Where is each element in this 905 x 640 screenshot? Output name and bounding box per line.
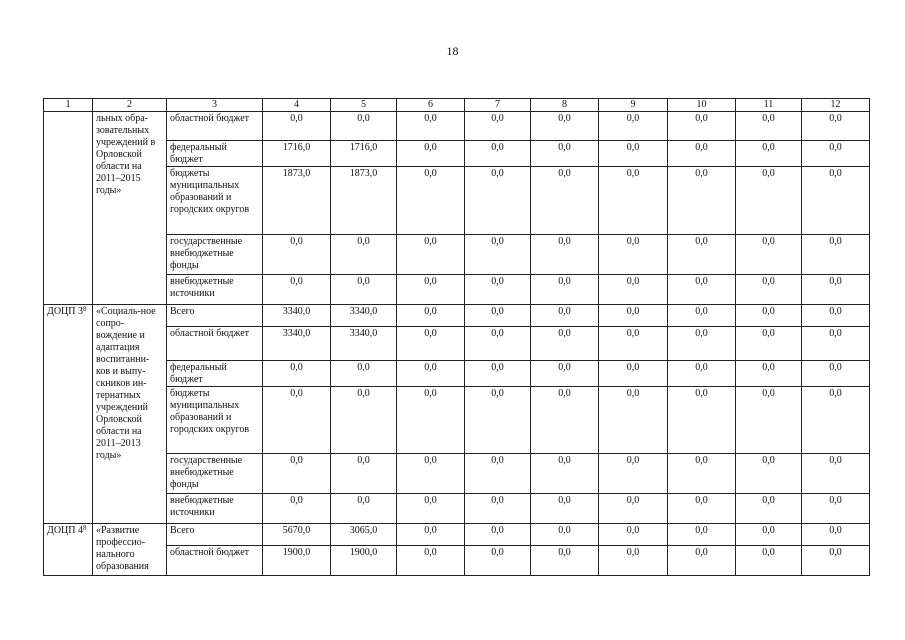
value-cell: 0,0 (802, 454, 870, 494)
program-code: ДОЦП 4 (47, 525, 83, 536)
value-cell: 0,0 (465, 167, 531, 235)
column-header-7: 7 (465, 99, 531, 112)
column-header-10: 10 (668, 99, 736, 112)
value-cell: 0,0 (397, 494, 465, 524)
value-cell: 0,0 (802, 305, 870, 327)
program-code-cell (44, 112, 93, 305)
value-cell: 0,0 (599, 141, 668, 167)
value-cell: 0,0 (531, 524, 599, 546)
value-cell: 3340,0 (331, 305, 397, 327)
value-cell: 0,0 (465, 494, 531, 524)
value-cell: 3340,0 (331, 327, 397, 361)
funding-source: федеральный бюджет (167, 141, 263, 167)
value-cell: 0,0 (263, 387, 331, 454)
value-cell: 0,0 (531, 546, 599, 576)
value-cell: 0,0 (465, 361, 531, 387)
value-cell: 1716,0 (263, 141, 331, 167)
value-cell: 0,0 (531, 167, 599, 235)
funding-source: областной бюджет (167, 112, 263, 141)
value-cell: 0,0 (736, 361, 802, 387)
value-cell: 3340,0 (263, 327, 331, 361)
column-header-5: 5 (331, 99, 397, 112)
value-cell: 0,0 (531, 235, 599, 275)
table-row (44, 454, 870, 494)
value-cell: 0,0 (736, 524, 802, 546)
value-cell: 0,0 (802, 235, 870, 275)
value-cell: 0,0 (397, 387, 465, 454)
value-cell: 0,0 (668, 361, 736, 387)
table-row (44, 387, 870, 454)
value-cell: 0,0 (599, 112, 668, 141)
value-cell: 0,0 (397, 112, 465, 141)
value-cell: 0,0 (263, 454, 331, 494)
value-cell: 0,0 (397, 235, 465, 275)
value-cell: 0,0 (668, 112, 736, 141)
program-code-cell (44, 524, 93, 576)
value-cell: 0,0 (331, 454, 397, 494)
value-cell: 0,0 (331, 494, 397, 524)
table-row (44, 167, 870, 235)
value-cell: 0,0 (599, 275, 668, 305)
value-cell: 0,0 (263, 361, 331, 387)
value-cell: 0,0 (668, 327, 736, 361)
value-cell: 0,0 (736, 494, 802, 524)
value-cell: 0,0 (736, 546, 802, 576)
funding-source: бюджеты муниципальных образований и городских округов (167, 387, 263, 454)
value-cell: 0,0 (531, 454, 599, 494)
value-cell: 0,0 (331, 235, 397, 275)
value-cell: 0,0 (531, 141, 599, 167)
value-cell: 0,0 (331, 361, 397, 387)
value-cell: 0,0 (465, 546, 531, 576)
value-cell: 0,0 (331, 275, 397, 305)
value-cell: 0,0 (397, 327, 465, 361)
value-cell: 0,0 (736, 275, 802, 305)
value-cell: 0,0 (531, 275, 599, 305)
table-row (44, 524, 870, 546)
program-name: льных обра-зовательных учреждений в Орловской области на 2011–2015 годы» (93, 112, 167, 305)
value-cell: 0,0 (599, 524, 668, 546)
column-header-1: 1 (44, 99, 93, 112)
value-cell: 0,0 (531, 327, 599, 361)
funding-source: Всего (167, 305, 263, 327)
value-cell: 0,0 (802, 361, 870, 387)
table-row (44, 361, 870, 387)
value-cell: 0,0 (465, 275, 531, 305)
value-cell: 0,0 (263, 235, 331, 275)
table-header-row (44, 99, 870, 112)
value-cell: 0,0 (465, 524, 531, 546)
budget-table (43, 98, 870, 576)
value-cell: 0,0 (465, 387, 531, 454)
value-cell: 0,0 (397, 361, 465, 387)
value-cell: 0,0 (668, 141, 736, 167)
value-cell: 0,0 (668, 275, 736, 305)
table-row (44, 305, 870, 327)
funding-source: государственные внебюджетные фонды (167, 235, 263, 275)
value-cell: 0,0 (465, 327, 531, 361)
value-cell: 0,0 (465, 141, 531, 167)
column-header-9: 9 (599, 99, 668, 112)
value-cell: 0,0 (397, 546, 465, 576)
value-cell: 0,0 (465, 454, 531, 494)
column-header-3: 3 (167, 99, 263, 112)
value-cell: 0,0 (736, 235, 802, 275)
program-code-cell (44, 305, 93, 524)
table-row (44, 327, 870, 361)
value-cell: 0,0 (668, 387, 736, 454)
column-header-4: 4 (263, 99, 331, 112)
funding-source: государственные внебюджетные фонды (167, 454, 263, 494)
value-cell: 0,0 (599, 361, 668, 387)
value-cell: 0,0 (802, 546, 870, 576)
funding-source: федеральный бюджет (167, 361, 263, 387)
value-cell: 0,0 (263, 494, 331, 524)
funding-source: бюджеты муниципальных образований и городских округов (167, 167, 263, 235)
value-cell: 0,0 (599, 494, 668, 524)
value-cell: 0,0 (531, 305, 599, 327)
program-name: «Развитие профессио-нального образования (93, 524, 167, 576)
value-cell: 0,0 (802, 112, 870, 141)
value-cell: 0,0 (397, 275, 465, 305)
value-cell: 0,0 (599, 454, 668, 494)
value-cell: 0,0 (668, 235, 736, 275)
value-cell: 0,0 (465, 112, 531, 141)
value-cell: 0,0 (736, 327, 802, 361)
value-cell: 0,0 (802, 387, 870, 454)
value-cell: 0,0 (531, 387, 599, 454)
value-cell: 5670,0 (263, 524, 331, 546)
value-cell: 0,0 (397, 305, 465, 327)
value-cell: 0,0 (397, 524, 465, 546)
value-cell: 0,0 (599, 546, 668, 576)
value-cell: 0,0 (263, 275, 331, 305)
value-cell: 0,0 (599, 305, 668, 327)
table-row (44, 494, 870, 524)
value-cell: 1900,0 (331, 546, 397, 576)
value-cell: 3065,0 (331, 524, 397, 546)
footnote-marker: 8 (83, 524, 87, 532)
funding-source: Всего (167, 524, 263, 546)
table-row (44, 275, 870, 305)
value-cell: 0,0 (397, 454, 465, 494)
value-cell: 1873,0 (331, 167, 397, 235)
value-cell: 0,0 (668, 546, 736, 576)
program-name: «Социаль-ное сопро-вождение и адаптация воспитанни-ков и выпу-скников ин-тернатных учреждений Орловской области на 2011–2013 годы» (93, 305, 167, 524)
value-cell: 0,0 (397, 141, 465, 167)
value-cell: 0,0 (668, 167, 736, 235)
footnote-marker: 8 (83, 305, 87, 313)
value-cell: 0,0 (531, 112, 599, 141)
table-row (44, 141, 870, 167)
value-cell: 0,0 (668, 305, 736, 327)
value-cell: 0,0 (736, 141, 802, 167)
column-header-12: 12 (802, 99, 870, 112)
value-cell: 0,0 (802, 494, 870, 524)
column-header-6: 6 (397, 99, 465, 112)
value-cell: 0,0 (736, 167, 802, 235)
column-header-11: 11 (736, 99, 802, 112)
value-cell: 0,0 (331, 387, 397, 454)
value-cell: 0,0 (736, 454, 802, 494)
value-cell: 3340,0 (263, 305, 331, 327)
value-cell: 1716,0 (331, 141, 397, 167)
value-cell: 0,0 (802, 275, 870, 305)
value-cell: 0,0 (331, 112, 397, 141)
value-cell: 0,0 (802, 327, 870, 361)
table-row (44, 235, 870, 275)
funding-source: областной бюджет (167, 327, 263, 361)
value-cell: 0,0 (736, 112, 802, 141)
value-cell: 1873,0 (263, 167, 331, 235)
column-header-8: 8 (531, 99, 599, 112)
value-cell: 0,0 (531, 361, 599, 387)
table-row (44, 112, 870, 141)
funding-source: областной бюджет (167, 546, 263, 576)
value-cell: 0,0 (599, 327, 668, 361)
value-cell: 0,0 (736, 387, 802, 454)
funding-source: внебюджетные источники (167, 275, 263, 305)
value-cell: 0,0 (802, 524, 870, 546)
table-row (44, 546, 870, 576)
value-cell: 0,0 (668, 494, 736, 524)
value-cell: 0,0 (465, 305, 531, 327)
funding-source: внебюджетные источники (167, 494, 263, 524)
value-cell: 0,0 (599, 167, 668, 235)
program-code: ДОЦП 3 (47, 306, 83, 317)
value-cell: 0,0 (668, 524, 736, 546)
value-cell: 0,0 (599, 235, 668, 275)
page-number: 18 (446, 44, 459, 58)
value-cell: 0,0 (802, 167, 870, 235)
column-header-2: 2 (93, 99, 167, 112)
value-cell: 0,0 (599, 387, 668, 454)
value-cell: 0,0 (736, 305, 802, 327)
value-cell: 0,0 (531, 494, 599, 524)
value-cell: 0,0 (465, 235, 531, 275)
value-cell: 0,0 (397, 167, 465, 235)
value-cell: 0,0 (802, 141, 870, 167)
value-cell: 0,0 (263, 112, 331, 141)
value-cell: 0,0 (668, 454, 736, 494)
value-cell: 1900,0 (263, 546, 331, 576)
